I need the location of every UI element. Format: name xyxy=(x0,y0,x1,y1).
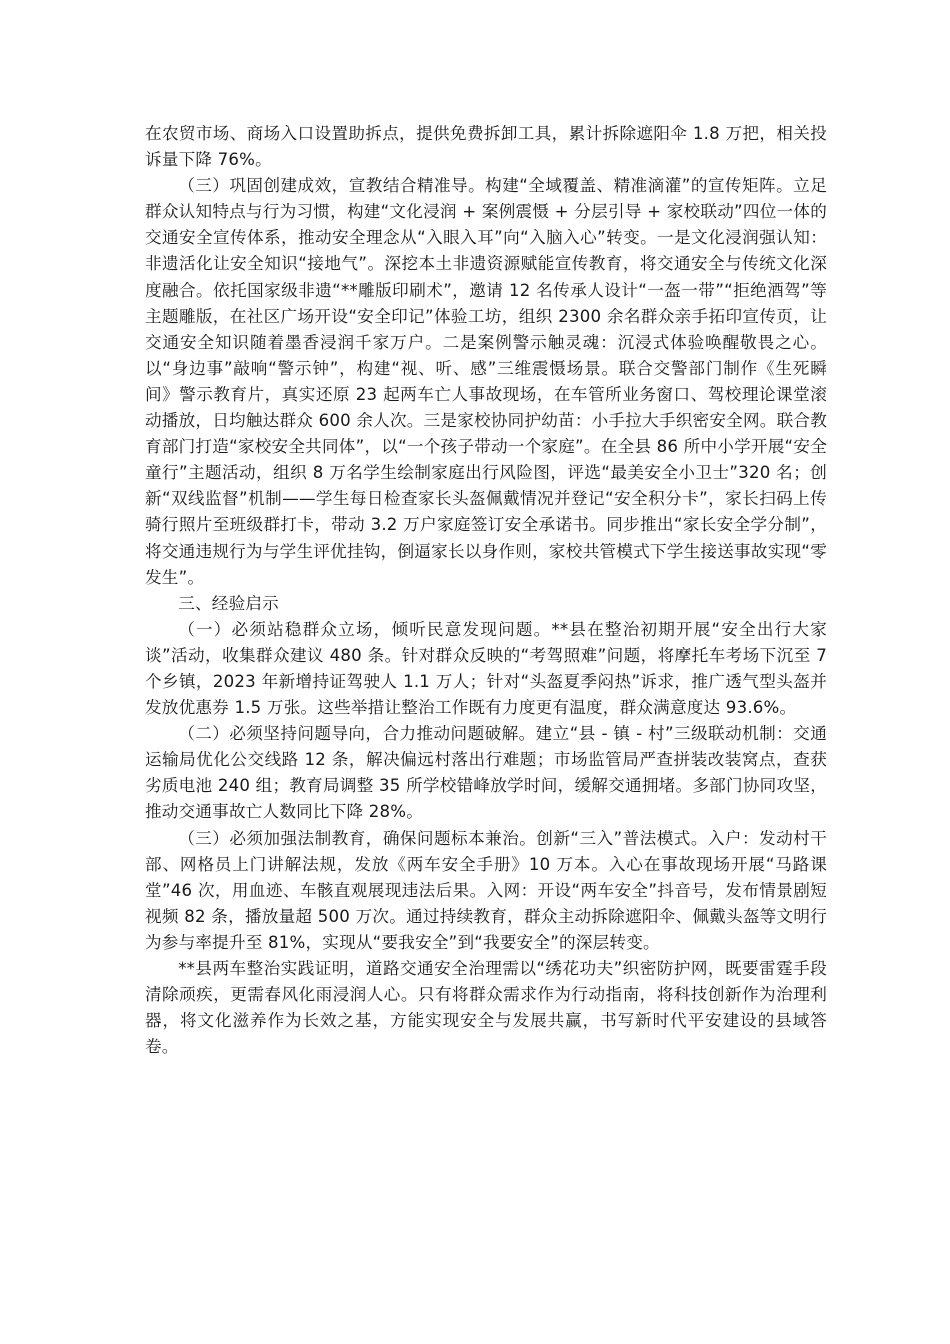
paragraph-continuation: 在农贸市场、商场入口设置助拆点，提供免费拆卸工具，累计拆除遮阳伞 1.8 万把，相关投诉量下降 76%。 xyxy=(145,124,827,170)
section-heading-experience: 三、经验启示 xyxy=(178,593,279,613)
paragraph-publicity: （三）巩固创建成效，宣教结合精准导。构建“全域覆盖、精准滴灌”的宣传矩阵。立足群众认知特点与行为习惯，构建“文化浸润 + 案例震慑 + 分层引导 + 家校联动”四位一体的交通安全宣传体系，推动安全理念从“入眼入耳”向“入脑入心”转变。一是文化浸润强认知：非遗活化让安全知识“接地气”。深挖本土非遗资源赋能宣传教育，将交通安全与传统文化深度融合。依托国家级非遗“**雕版印刷术”，邀请 12 名传承人设计“一盔一带”“拒绝酒驾”等主题雕版，在社区广场开设“安全印记”体验工坊，组织 2300 余名群众亲手拓印宣传页，让交通安全知识随着墨香浸润千家万户。二是案例警示触灵魂：沉浸式体验唤醒敬畏之心。以“身边事”敲响“警示钟”，构建“视、听、感”三维震慑场景。联合交警部门制作《生死瞬间》警示教育片，真实还原 23 起两车亡人事故现场，在车管所业务窗口、驾校理论课堂滚动播放，日均触达群众 600 余人次。三是家校协同护幼苗：小手拉大手织密安全网。联合教育部门打造“家校安全共同体”，以“一个孩子带动一个家庭”。在全县 86 所中小学开展“安全童行”主题活动，组织 8 万名学生绘制家庭出行风险图，评选“最美安全小卫士”320 名；创新“双线监督”机制——学生每日检查家长头盔佩戴情况并登记“安全积分卡”，家长扫码上传骑行照片至班级群打卡，带动 3.2 万户家庭签订安全承诺书。同步推出“家长安全学分制”，将交通违规行为与学生评优挂钩，倒逼家长以身作则，家校共管模式下学生接送事故实现“零发生”。 xyxy=(145,176,827,587)
paragraph-legal-education: （三）必须加强法制教育，确保问题标本兼治。创新“三入”普法模式。入户：发动村干部、网格员上门讲解法规，发放《两车安全手册》10 万本。入心在事故现场开展“马路课堂”46 次，用血迹、车骸直观展现违法后果。入网：开设“两车安全”抖音号，发布情景剧短视频 82 条，播放量超 500 万次。通过持续教育，群众主动拆除遮阳伞、佩戴头盔等文明行为参与率提升至 81%，实现从“要我安全”到“我要安全”的深层转变。 xyxy=(145,828,827,952)
document-body xyxy=(145,121,827,1060)
paragraph-conclusion: **县两车整治实践证明，道路交通安全治理需以“绣花功夫”织密防护网，既要雷霆手段清除顽疾，更需春风化雨浸润人心。只有将群众需求作为行动指南，将科技创新作为治理利器，将文化滋养作为长效之基，方能实现安全与发展共赢，书写新时代平安建设的县域答卷。 xyxy=(145,959,827,1057)
paragraph-problem-oriented: （二）必须坚持问题导向，合力推动问题破解。建立“县 - 镇 - 村”三级联动机制：交通运输局优化公交线路 12 条，解决偏远村落出行难题；市场监管局严查拼装改装窝点，查获劣质电池 240 组；教育局调整 35 所学校错峰放学时间，缓解交通拥堵。多部门协同攻坚，推动交通事故亡人数同比下降 28%。 xyxy=(145,724,827,822)
paragraph-masses: （一）必须站稳群众立场，倾听民意发现问题。**县在整治初期开展“安全出行大家谈”活动，收集群众建议 480 条。针对群众反映的“考驾照难”问题，将摩托车考场下沉至 7 个乡镇，2023 年新增持证驾驶人 1.1 万人；针对“头盔夏季闷热”诉求，推广透气型头盔并发放优惠券 1.5 万张。这些举措让整治工作既有力度更有温度，群众满意度达 93.6%。 xyxy=(145,619,827,718)
